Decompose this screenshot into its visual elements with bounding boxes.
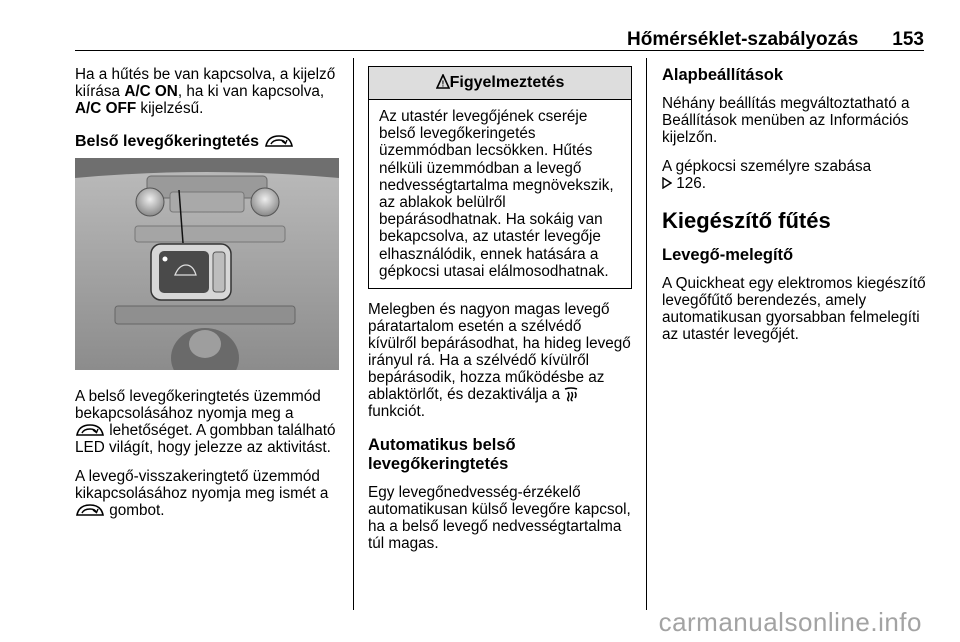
page-title: Hőmérséklet-szabályozás (627, 29, 859, 50)
air-heater-paragraph: A Quickheat egy elektromos kiegészítő levegőfűtő berendezés, amely automatikusan gyorsabban felmelegíti az utastér levegőjét. (662, 275, 926, 343)
page-header (627, 29, 924, 51)
svg-text:!: ! (441, 79, 444, 89)
column-divider-2 (646, 58, 647, 610)
middle-column (368, 66, 632, 564)
warning-title: ! Figyelmeztetés (369, 67, 631, 100)
windshield-defrost-icon (564, 386, 578, 402)
ac-off-label: A/C OFF (75, 100, 137, 117)
basic-settings-heading: Alapbeállítások (662, 66, 784, 84)
recirculation-heading: Belső levegőkeringtetés (75, 133, 341, 150)
recirculation-off-paragraph: A levegő-visszakeringtető üzemmód kikapcsolásához nyomja meg ismét a gombot. (75, 468, 329, 519)
warning-triangle-icon (436, 74, 450, 90)
page-number: 153 (892, 29, 924, 50)
ac-display-paragraph: Ha a hűtés be van kapcsolva, a kijelző kiírása A/C ON, ha ki van kapcsolva, A/C OFF kijelzésű. (75, 66, 336, 117)
recirculation-on-paragraph: A belső levegőkeringtetés üzemmód bekapcsolásához nyomja meg a lehetőséget. A gombban található LED világít, hogy jelezze az aktivitást. (75, 388, 336, 456)
auxiliary-heating-heading: Kiegészítő fűtés (662, 208, 831, 233)
right-column (662, 66, 930, 355)
left-column (75, 66, 341, 531)
air-recirculation-icon (75, 502, 105, 518)
header-rule (75, 50, 924, 51)
watermark: carmanualsonline.info (658, 607, 922, 637)
auto-recirculation-heading: Automatikus belső levegőkeringtetés (368, 436, 516, 474)
windshield-fog-paragraph: Melegben és nagyon magas levegő páratartalom esetén a szélvédő kívülről bepárásodhat, ha hideg levegő irányul rá. Ha a szélvédő kívülről bepárásodik, hozza működésbe az ablaktörlőt, és dezaktiválja a funkciót. (368, 301, 631, 421)
column-divider-1 (353, 58, 354, 610)
auto-recirculation-paragraph: Egy levegőnedvesség-érzékelő automatikusan külső levegőre kapcsol, ha a belső levegő nedvességtartalma túl magas. (368, 484, 631, 553)
warning-box (368, 66, 632, 289)
page-reference-triangle-icon (662, 177, 672, 189)
warning-text: Az utastér levegőjének cseréje belső levegőkeringetés üzemmódban lecsökken. Hűtés nélküli üzemmódban a levegő nedvességtartalma megnövekszik, az ablakok belülről bepárásodhatnak. Ha sokáig van bekapcsolva, az utastér levegője elhasználódik, ennek hatására a gépkocsi utasai elálmosodhatnak. (379, 108, 614, 280)
personalization-reference: A gépkocsi személyre szabása 126. (662, 158, 872, 192)
basic-settings-paragraph: Néhány beállítás megváltoztatható a Beállítások menüben az Információs kijelzőn. (662, 95, 910, 146)
ac-on-label: A/C ON (124, 83, 178, 100)
console-photo (75, 158, 339, 370)
air-heater-heading: Levegő-melegítő (662, 246, 794, 264)
air-recirculation-icon (75, 422, 105, 438)
air-recirculation-icon (264, 133, 294, 149)
